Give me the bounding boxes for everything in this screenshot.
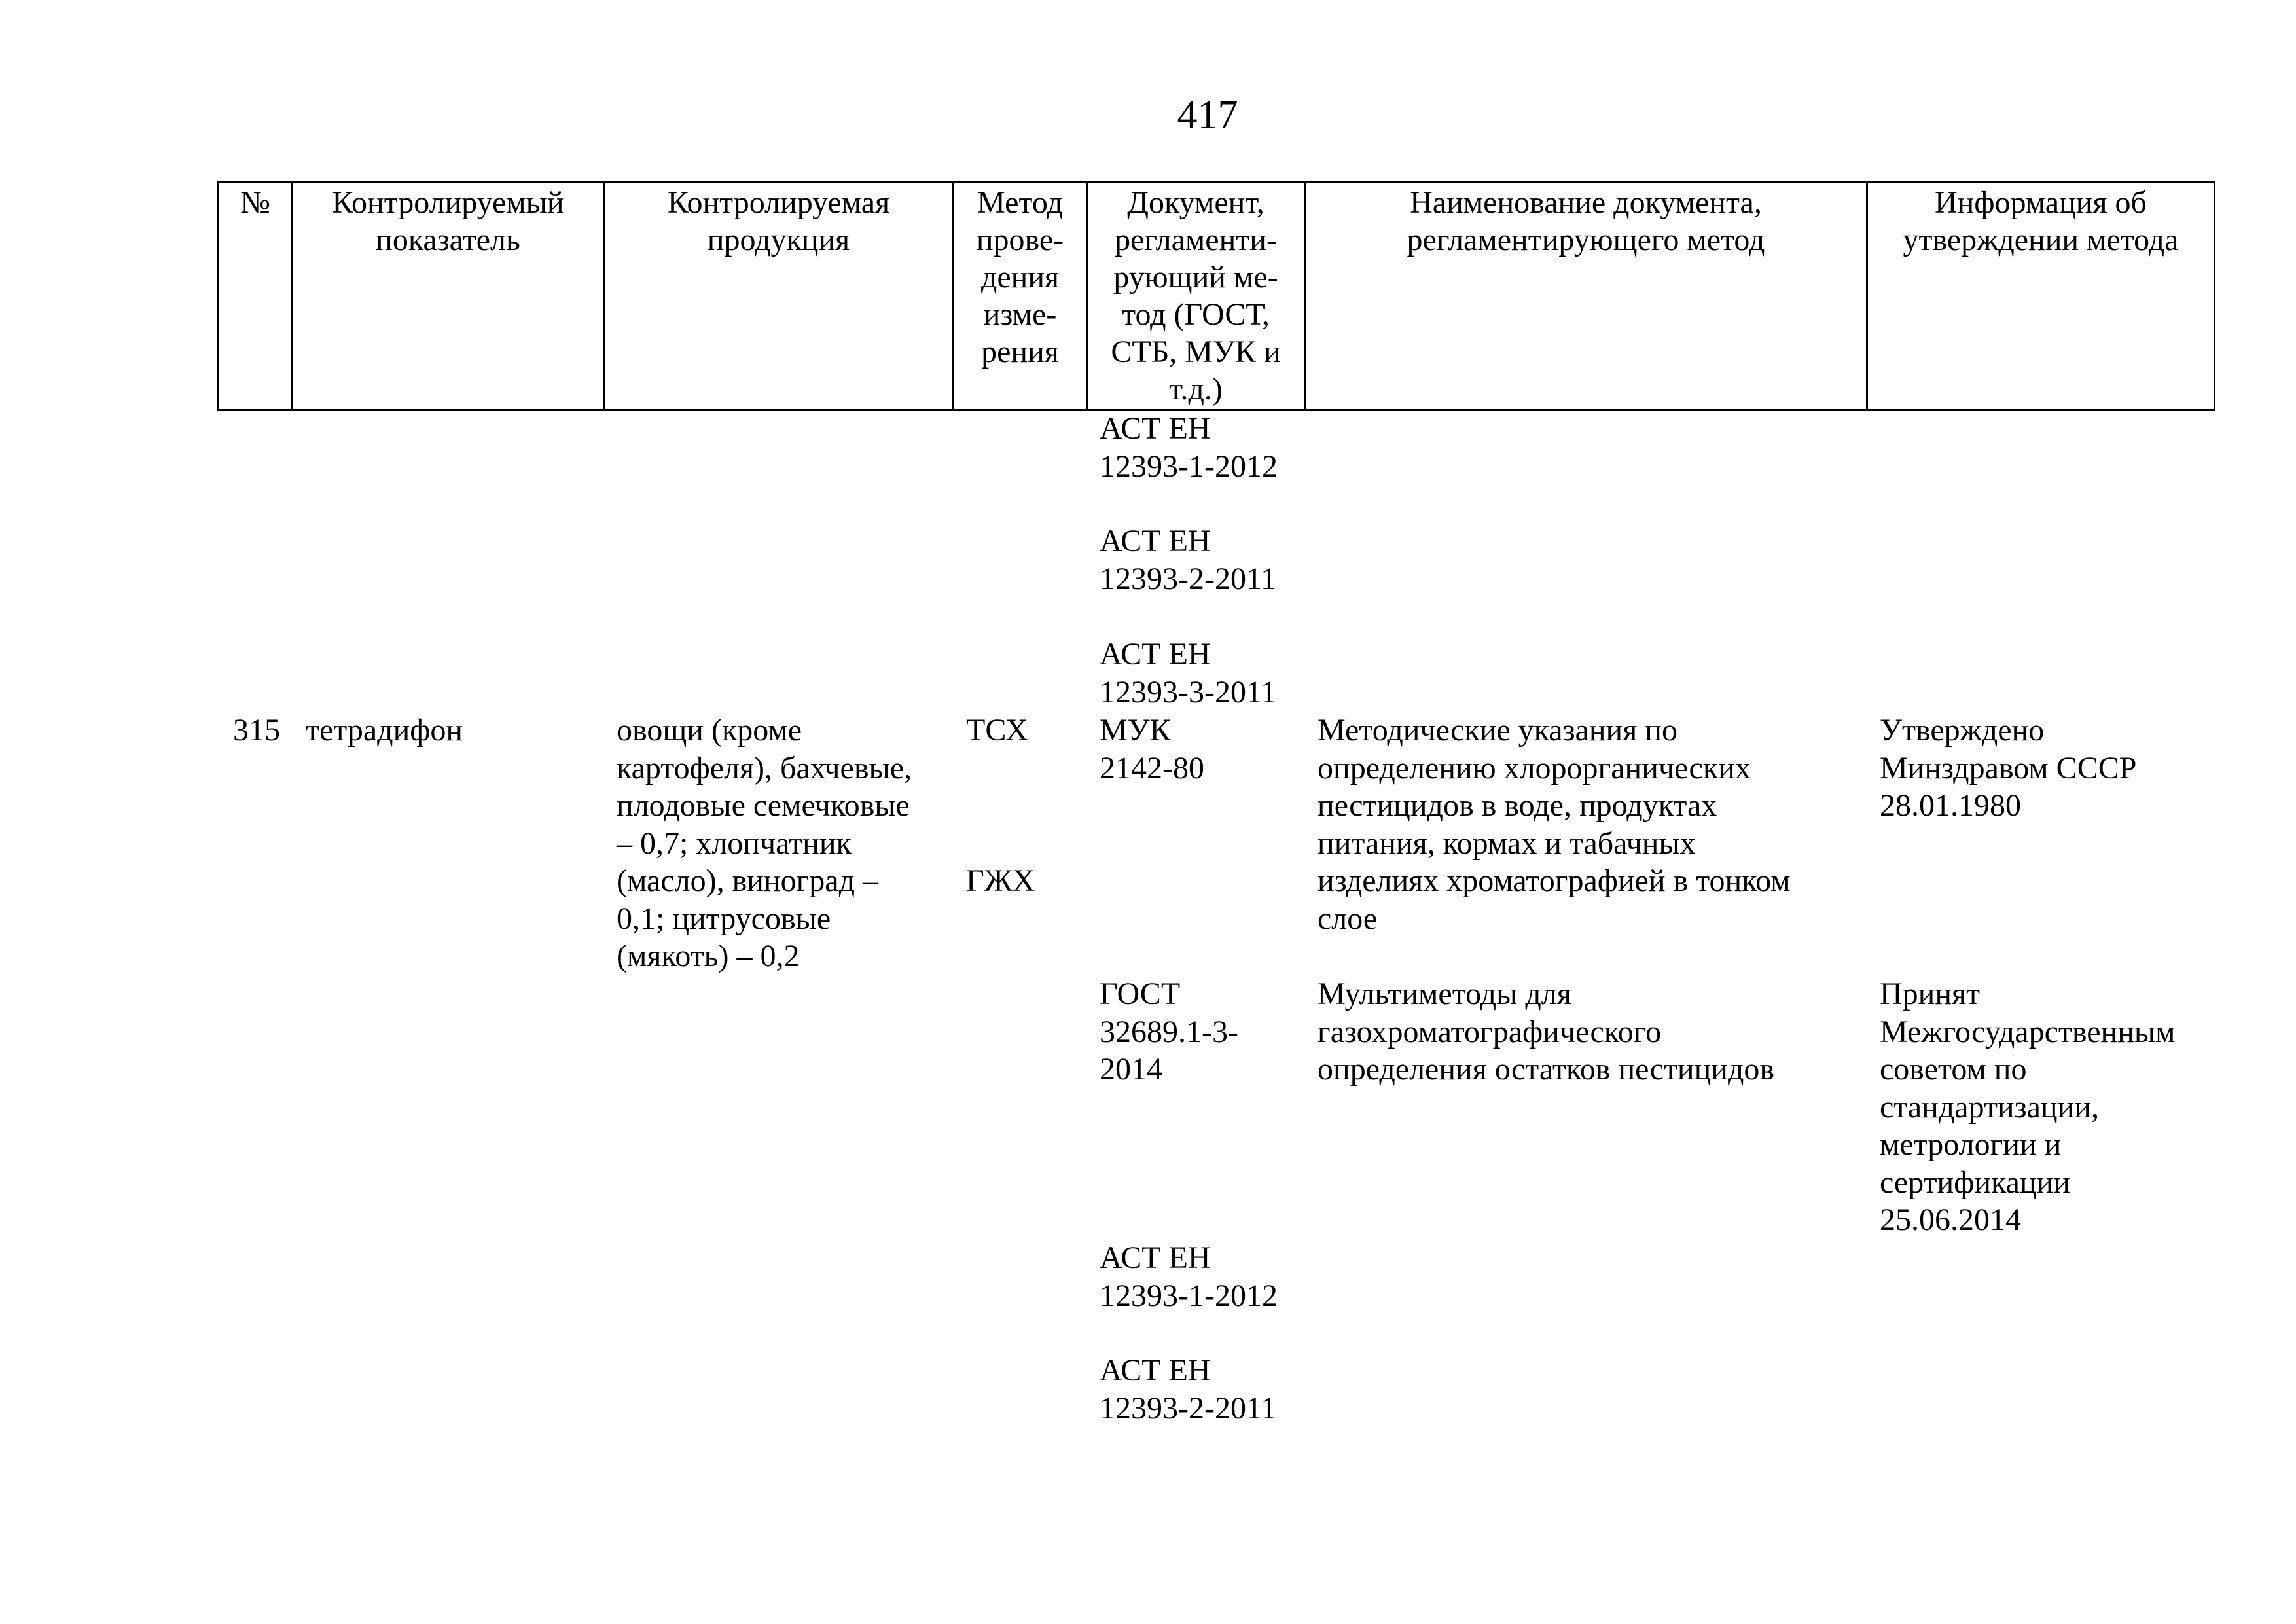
doc-code: АСТ ЕН 12393-1-2012 <box>1100 411 1278 484</box>
indicator-name: тетрадифон <box>306 713 463 748</box>
header-indicator: Контролируемый показатель <box>293 182 604 410</box>
doc-code: ГОСТ 32689.1-3- 2014 <box>1100 977 1238 1087</box>
header-row <box>219 182 2215 410</box>
header-product: Контролируемая продукция <box>604 182 954 410</box>
doc-code: МУК 2142-80 <box>1100 713 1204 785</box>
header-method: Метод прове- дения изме- рения <box>954 182 1087 410</box>
table-header <box>217 181 2215 411</box>
doc-name: Методические указания по определению хлорорганических пестицидов в воде, продуктах питания, кормах и табачных изделиях хроматографией в тонком слое <box>1318 713 1791 936</box>
product-description: овощи (кроме картофеля), бахчевые, плодовые семечковые – 0,7; хлопчатник (масло), виноград – 0,1; цитрусовые (мякоть) – 0,2 <box>617 713 912 973</box>
method-tlc: ТСХ <box>966 713 1028 748</box>
header-document: Документ, регламенти- рующий ме- тод (ГОСТ, СТБ, МУК и т.д.) <box>1087 182 1305 410</box>
doc-code: АСТ ЕН 12393-1-2012 <box>1100 1240 1278 1313</box>
header-approval-info: Информация об утверждении метода <box>1867 182 2215 410</box>
page-number: 417 <box>1177 93 1238 137</box>
method-glc: ГЖХ <box>966 863 1035 898</box>
doc-code: АСТ ЕН 12393-3-2011 <box>1100 637 1277 710</box>
doc-name: Мультиметоды для газохроматографического определения остатков пестицидов <box>1318 977 1775 1087</box>
doc-code: АСТ ЕН 12393-2-2011 <box>1100 1353 1277 1426</box>
doc-code: АСТ ЕН 12393-2-2011 <box>1100 524 1277 596</box>
approval-info: Принят Межгосударственным советом по стандартизации, метрологии и сертификации 25.06.2014 <box>1880 977 2176 1237</box>
approval-info: Утверждено Минздравом СССР 28.01.1980 <box>1880 713 2137 823</box>
header-number: № <box>219 182 293 410</box>
row-number: 315 <box>233 713 280 748</box>
header-document-name: Наименование документа, регламентирующего метод <box>1305 182 1867 410</box>
